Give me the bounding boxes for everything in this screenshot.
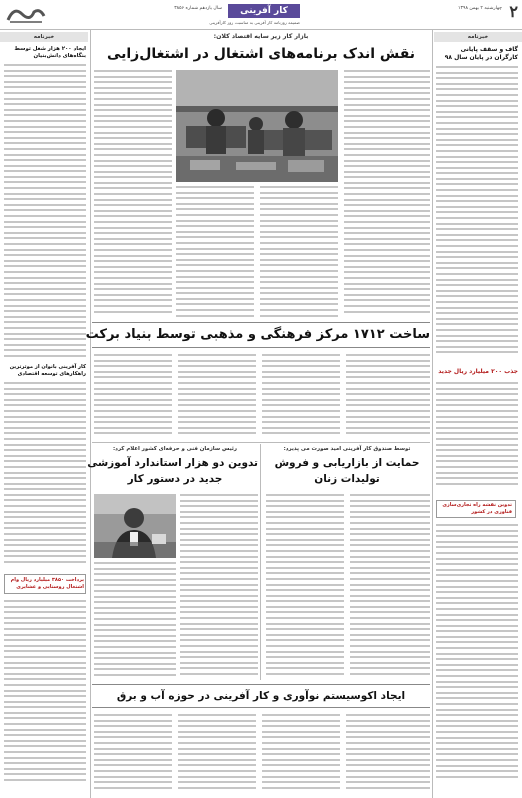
brand-logo <box>4 2 48 26</box>
left-story3-box <box>4 574 86 594</box>
standard-story-kicker: رئیس سازمان فنی و حرفه‌ای کشور اعلام کرد: <box>113 446 237 452</box>
issue-date: چهارشنبه ۲ بهمن ۱۳۹۸ <box>458 6 502 11</box>
story-1712-body-col4 <box>94 354 172 438</box>
standard-story-body-col2 <box>94 562 176 680</box>
story-1712-body-col3 <box>178 354 256 438</box>
column-rule <box>90 30 91 798</box>
right-story2-title: جذب ۲۰۰ میلیارد ریال جدید <box>438 368 518 375</box>
main-story-body-col2 <box>176 186 254 322</box>
left-story2-body <box>4 382 86 568</box>
right-story3-title: تدوین نقشه راه تجاری‌سازی فناوری در کشور <box>442 502 512 515</box>
women-story-body-col1 <box>350 494 430 680</box>
masthead-subtitle: ضمیمه روزنامه کار آفرینی به مناسبت روز کارآفرینی <box>209 20 300 25</box>
issue-number: سال یازدهم شماره ۳۸۵۶ <box>174 6 222 11</box>
masthead <box>0 0 522 30</box>
main-story-headline: نقش اندک برنامه‌های اشتغال در اشتغال‌زایی <box>106 46 416 62</box>
right-story3-body <box>436 524 518 792</box>
standard-story-headline-2: جدید در دستور کار <box>127 473 223 485</box>
left-column-label: خبرنامه <box>0 32 88 42</box>
left-story3-body <box>4 600 86 792</box>
women-story-kicker: توسط صندوق کار آفرینی امید صورت می پذیرد: <box>283 446 411 452</box>
women-story-body-col2 <box>266 494 344 680</box>
main-story-kicker: بازار کار زیر سایه اقتصاد کلان: <box>213 33 309 40</box>
right-column-label: خبرنامه <box>434 32 522 42</box>
workshop-image <box>176 70 338 182</box>
story-1712-headline: ساخت ۱۷۱۲ مرکز فرهنگی و مذهبی توسط بنیاد برکت <box>85 327 430 342</box>
right-story2-body <box>436 382 518 492</box>
page-number: ۲ <box>509 2 518 21</box>
main-story-body-col3 <box>94 70 172 320</box>
standard-story-body-col1 <box>180 494 258 680</box>
standard-story-headline-1: تدوین دو هزار استاندارد آموزشی <box>87 457 258 469</box>
section-rule <box>92 442 430 443</box>
right-story1-title: گاف و سقف پایانی کارگران در پایان سال ۹۸ <box>444 46 518 61</box>
column-rule <box>260 444 261 680</box>
right-story3-box <box>436 500 516 518</box>
left-story3-title: پرداخت ۳۸۵۰ میلیارد ریال وام اشتغال روستایی و عشایری <box>10 577 84 590</box>
column-rule <box>432 30 433 798</box>
main-story-body-col1 <box>344 70 430 320</box>
ecosystem-body-col2 <box>262 714 340 794</box>
women-story-headline-2: تولیدات زنان <box>314 473 380 485</box>
main-story-body-col2b <box>260 186 338 322</box>
ecosystem-body-col4 <box>94 714 172 794</box>
standard-story-photo <box>94 494 176 558</box>
right-story1-body <box>436 66 518 362</box>
main-story-photo <box>176 70 338 182</box>
ecosystem-body-col3 <box>178 714 256 794</box>
ecosystem-body-col1 <box>346 714 430 794</box>
women-story-headline-1: حمایت از بازاریابی و فروش <box>274 457 420 469</box>
story-1712-body-col2 <box>262 354 340 438</box>
ecosystem-story-headline: ایجاد اکوسیستم نوآوری و کار آفرینی در حوزه آب و برق <box>116 690 406 702</box>
story-1712-body-col1 <box>346 354 430 438</box>
left-story1-title: ایجاد ۲۰۰ هزار شغل توسط بنگاه‌های دانش‌بنیان <box>14 46 86 59</box>
left-story2-title: کار آفرینی بانوان از موثرترین راهکارهای توسعه اقتصادی <box>9 364 86 377</box>
section-logo: کار آفرینی <box>228 4 300 18</box>
official-portrait <box>94 494 176 558</box>
left-story1-body <box>4 64 86 364</box>
